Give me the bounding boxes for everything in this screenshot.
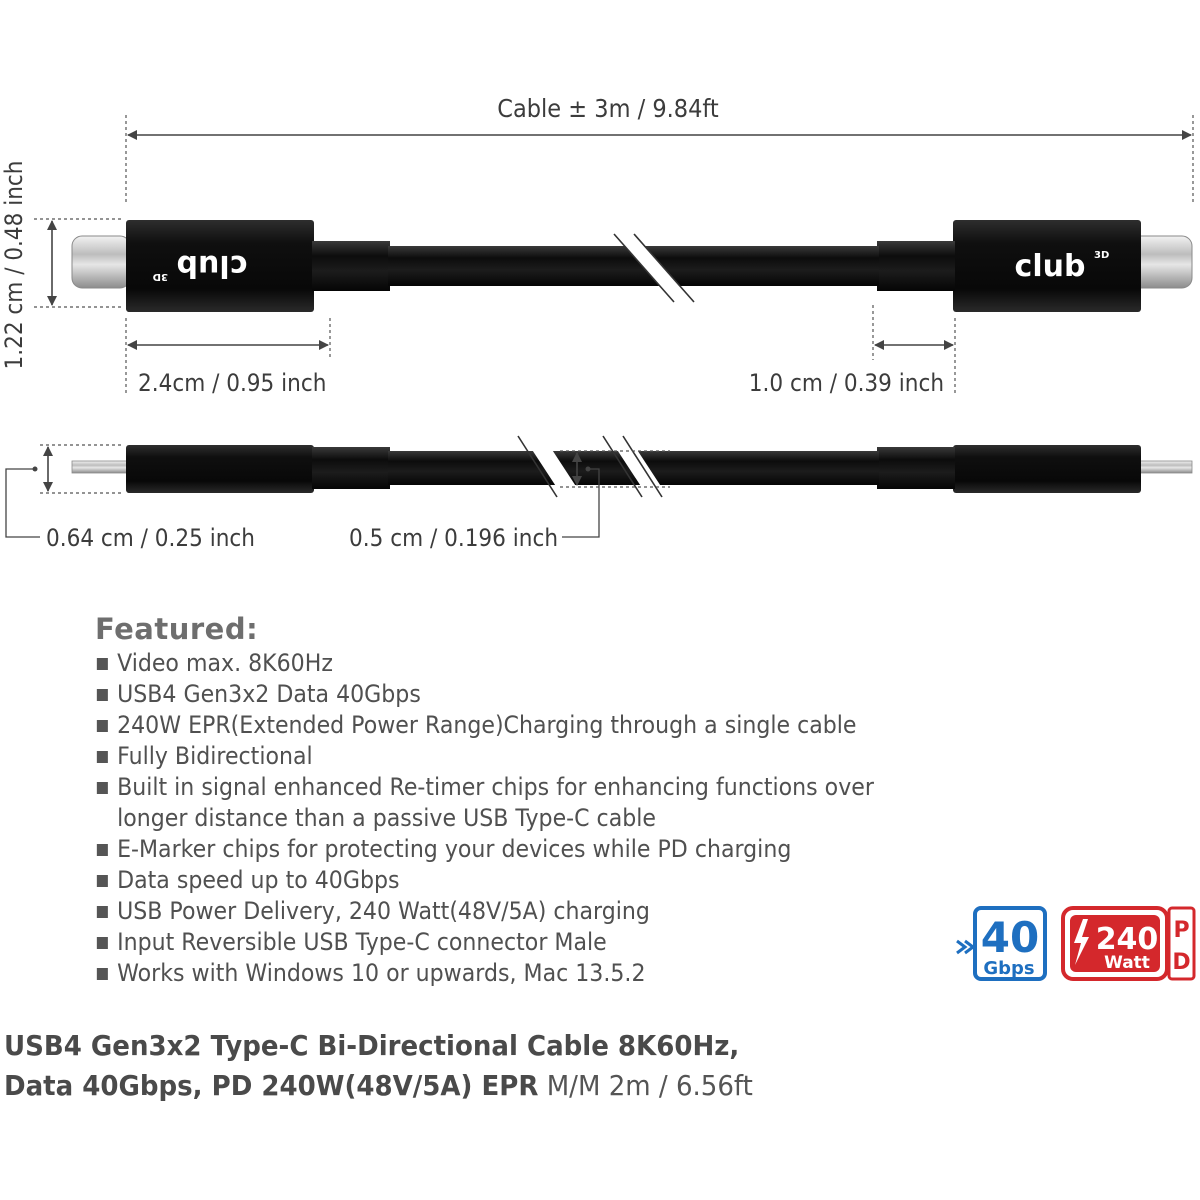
side-left-strain-relief	[312, 447, 390, 489]
connector-length-dimension	[126, 318, 330, 397]
speed-arrows-icon	[957, 941, 973, 953]
feature-text: 240W EPR(Extended Power Range)Charging through a single cable	[117, 711, 857, 739]
feature-item	[95, 896, 886, 927]
product-title-line-2-bold: Data 40Gbps, PD 240W(48V/5A) EPR	[4, 1069, 539, 1102]
pd-tag-letter-d: D	[1172, 950, 1191, 975]
connector-length-label: 2.4cm / 0.95 inch	[138, 369, 327, 397]
feature-list	[95, 648, 955, 989]
feature-item	[95, 772, 886, 834]
side-left-plug	[72, 461, 128, 473]
feature-text: USB Power Delivery, 240 Watt(48V/5A) charging	[117, 897, 650, 925]
cable-top-view	[72, 220, 1192, 312]
strain-relief-label: 1.0 cm / 0.39 inch	[748, 369, 944, 397]
features-section	[95, 612, 955, 989]
plug-thickness-leader	[6, 469, 40, 537]
pd-tag-letter-p: P	[1173, 918, 1190, 943]
product-title	[4, 1026, 1111, 1106]
feature-item	[95, 927, 886, 958]
side-right-strain-relief	[877, 447, 955, 489]
product-title-line-2	[4, 1066, 1111, 1106]
side-right-housing	[953, 445, 1141, 493]
40gbps-badge-unit: Gbps	[983, 958, 1035, 979]
side-right-plug	[1138, 461, 1192, 473]
cable-thickness-dot	[586, 467, 591, 472]
40gbps-badge-value: 40	[980, 913, 1040, 962]
club3d-logo-left-superscript: 3D	[152, 271, 168, 282]
club3d-logo-left-text: club	[176, 248, 248, 283]
feature-text: Video max. 8K60Hz	[117, 649, 333, 677]
spec-badges	[955, 905, 1200, 985]
240w-pd-badge	[1063, 908, 1194, 979]
strain-relief-dimension	[749, 305, 955, 397]
left-usb-c-plug	[72, 236, 130, 288]
plug-thickness-label: 0.64 cm / 0.25 inch	[46, 524, 255, 552]
club3d-logo-right-superscript: 3D	[1094, 250, 1110, 261]
connector-height-label: 1.22 cm / 0.48 inch	[0, 160, 28, 370]
feature-text: Works with Windows 10 or upwards, Mac 13.5.2	[117, 959, 646, 987]
cable-length-label: Cable ± 3m / 9.84ft	[497, 94, 719, 123]
features-heading: Featured:	[95, 612, 259, 646]
cable-side-view	[72, 436, 1192, 497]
feature-text: Input Reversible USB Type-C connector Male	[117, 928, 607, 956]
feature-item	[95, 648, 886, 679]
feature-text: Fully Bidirectional	[117, 742, 313, 770]
40gbps-badge	[957, 908, 1045, 979]
club3d-logo-right-text: club	[1014, 249, 1086, 284]
plug-thickness-dot	[33, 467, 38, 472]
feature-item	[95, 741, 886, 772]
feature-item	[95, 679, 886, 710]
right-strain-relief	[877, 241, 955, 291]
left-strain-relief	[312, 241, 390, 291]
product-title-line-1	[4, 1026, 1111, 1066]
240w-badge-unit: Watt	[1104, 953, 1150, 973]
side-left-housing	[126, 445, 314, 493]
feature-text: E-Marker chips for protecting your devices while PD charging	[117, 835, 792, 863]
feature-text: longer distance than a passive USB Type-C cable	[117, 804, 656, 832]
feature-item	[95, 834, 886, 865]
feature-item	[95, 958, 886, 989]
feature-item	[95, 865, 886, 896]
feature-text: USB4 Gen3x2 Data 40Gbps	[117, 680, 421, 708]
240w-badge-value: 240	[1095, 922, 1159, 957]
feature-text: Data speed up to 40Gbps	[117, 866, 400, 894]
product-title-line-2-light: M/M 2m / 6.56ft	[538, 1069, 753, 1102]
feature-text: Built in signal enhanced Re-timer chips for enhancing functions over	[117, 773, 874, 801]
cable-thickness-label: 0.5 cm / 0.196 inch	[349, 524, 558, 552]
cable-length-dimension	[126, 94, 1193, 205]
product-title-line-1-text: USB4 Gen3x2 Type-C Bi-Directional Cable 8K60Hz,	[4, 1029, 740, 1062]
feature-item	[95, 710, 886, 741]
